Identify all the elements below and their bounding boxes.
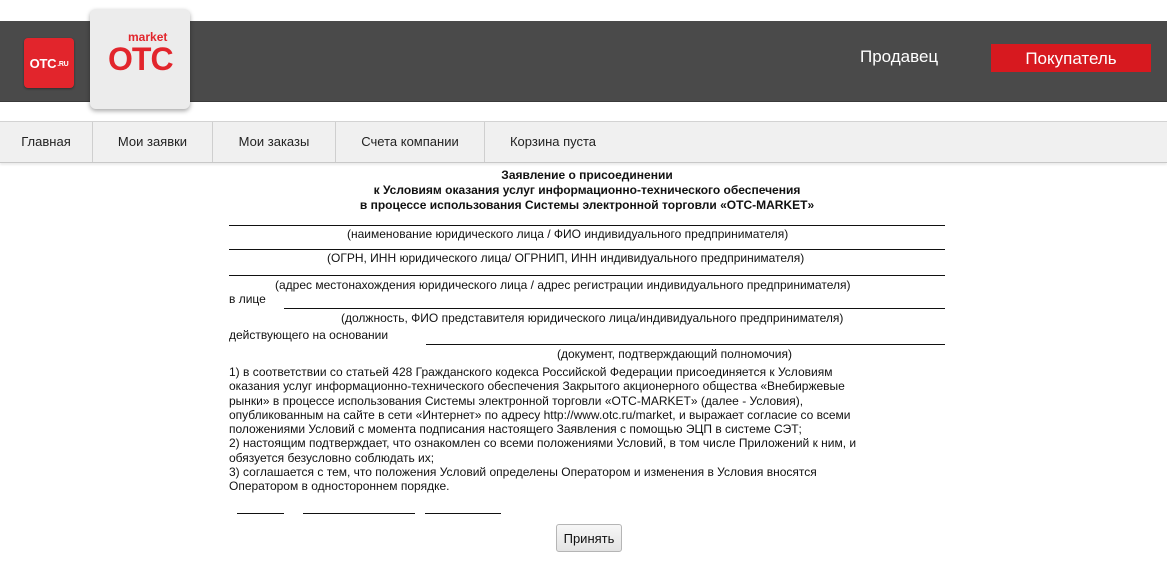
caption-address: (адрес местонахождения юридического лица / адрес регистрации индивидуального предпринимателя) [275, 278, 851, 292]
otc-ru-logo-suffix: .RU [57, 61, 69, 68]
name-field-line[interactable] [229, 225, 945, 226]
representative-field-line[interactable] [284, 308, 945, 309]
signature-date-line[interactable] [237, 513, 284, 514]
caption-ogrn: (ОГРН, ИНН юридического лица/ ОГРНИП, ИНН индивидуального предпринимателя) [327, 251, 805, 265]
nav-item-cart[interactable]: Корзина пуста [509, 134, 597, 149]
nav-item-my-requests[interactable]: Мои заявки [93, 122, 213, 162]
terms-line: обязуется безусловно соблюдать их; [229, 450, 435, 465]
caption-name: (наименование юридического лица / ФИО индивидуального предпринимателя) [347, 227, 789, 241]
seller-link[interactable]: Продавец [860, 47, 939, 66]
market-logo-text: OTC [108, 41, 173, 77]
caption-document: (документ, подтверждающий полномочия) [557, 347, 792, 361]
terms-line: 1) в соответствии со статьей 428 Гражданского кодекса Российской Федерации присоединяется к Условиям [229, 365, 833, 379]
terms-line: Оператором в одностороннем порядке. [229, 479, 450, 494]
signature-name-line[interactable] [425, 513, 501, 514]
terms-line: рынки» в процессе использования Системы электронной торговли «ОТС-MARKET» (далее - Условия), [229, 393, 804, 408]
doc-title-line-2: к Условиям оказания услуг информационно-технического обеспечения [373, 183, 801, 197]
nav-item-my-orders[interactable]: Мои заказы [213, 122, 336, 162]
terms-line: оказания услуг информационно-технического обеспечения Закрытого акционерного общества «Внебиржевые [229, 379, 845, 394]
terms-line: 2) настоящим подтверждает, что ознакомлен со всеми положениями Условий, в том числе Приложений к ним, и [229, 436, 857, 451]
market-logo-word: market [128, 30, 168, 44]
doc-title-line-1: Заявление о присоединении [501, 168, 673, 182]
terms-line: положениями Условий с момента подписания настоящего Заявления с помощью ЭЦП в системе СЭТ; [229, 422, 802, 437]
nav-item-home[interactable]: Главная [0, 122, 93, 162]
main-nav [0, 121, 1167, 163]
buyer-button[interactable]: Покупатель [991, 44, 1151, 72]
doc-title-line-3: в процессе использования Системы электронной торговли «ОТС-MARKET» [359, 198, 815, 212]
acting-basis-label: действующего на основании [229, 328, 389, 342]
caption-representative: (должность, ФИО представителя юридического лица/индивидуального предпринимателя) [341, 311, 844, 325]
accept-button[interactable]: Принять [556, 524, 622, 552]
otc-ru-logo-text: OTC [29, 55, 57, 71]
terms-line: опубликованным на сайте в сети «Интернет» по адресу http://www.otc.ru/market, и выражает согласие со всеми [229, 407, 851, 422]
in-person-label: в лице [229, 292, 266, 306]
terms-line: 3) соглашается с тем, что положения Условий определены Оператором и изменения в Условия вносятся [229, 465, 817, 480]
ogrn-field-line[interactable] [229, 249, 945, 250]
address-field-line[interactable] [229, 275, 945, 276]
terms-paragraph [229, 365, 929, 494]
nav-item-company-accounts[interactable]: Счета компании [336, 122, 485, 162]
signature-line[interactable] [303, 513, 415, 514]
basis-document-field-line[interactable] [426, 344, 945, 345]
otc-ru-logo[interactable] [24, 38, 74, 88]
